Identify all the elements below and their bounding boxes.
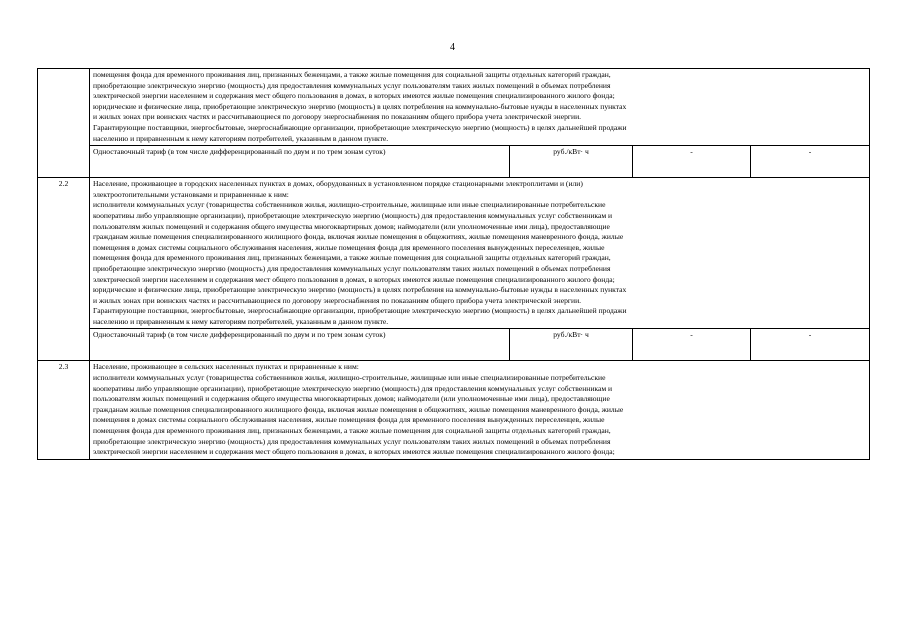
description-line: электрической энергии населением и содержания мест общего пользования в домах, в которых имеются жилые помещения специализированного жилого фонда;: [93, 91, 615, 101]
description-line: приобретающие электрическую энергию (мощность) для предоставления коммунальных услуг пользователям таких жилых помещений в объемах потребления: [93, 80, 611, 90]
description-line: помещения фонда для временного проживания лиц, признанных беженцами, а также жилые помещения для социальной защиты отдельных категорий граждан,: [93, 70, 611, 79]
tariff-unit: руб./кВт· ч: [510, 146, 633, 178]
tariff-value-2: -: [751, 146, 870, 178]
description-line: населению и приравненным к нему категориям потребителей, указанным в данном пункте.: [93, 316, 389, 326]
description-cell: [90, 69, 870, 146]
tariff-label: Одноставочный тариф (в том числе дифференцированный по двум и по трем зонам суток): [90, 146, 510, 178]
row-number: 2.3: [38, 361, 90, 459]
description-line: юридические и физические лица, приобретающие электрическую энергию (мощность) в целях потребления на коммунально-бытовые нужды в населенных пунктах: [93, 285, 627, 295]
description-line: электрической энергии населением и содержания мест общего пользования в домах, в которых имеются жилые помещения специализированного жилого фонда;: [93, 447, 615, 457]
table-row: [38, 178, 870, 329]
description-line: кооперативы либо управляющие организации), приобретающие электрическую энергию (мощность) для предоставления коммунальных услуг собственникам и: [93, 383, 613, 393]
description-line: Гарантирующие поставщики, энергосбытовые, энергоснабжающие организации, приобретающие электрическую энергию (мощность) в целях дальнейшей продажи: [93, 122, 627, 132]
description-cell: [90, 361, 870, 459]
row-number: [38, 69, 90, 178]
description-line: и жилых зонах при воинских частях и рассчитывающиеся по договору энергоснабжения по показаниям общего прибора учета электрической энергии.: [93, 295, 582, 305]
description-line: пользователям жилых помещений и содержания общего имущества многоквартирных домов; наймодатели (или уполномоченные ими лица), предоставляющие: [93, 221, 610, 231]
table-row: [38, 361, 870, 459]
description-line: приобретающие электрическую энергию (мощность) для предоставления коммунальных услуг пользователям таких жилых помещений в объемах потребления: [93, 436, 611, 446]
description-line: исполнители коммунальных услуг (товарищества собственников жилья, жилищно-строительные, жилищные или иные специализированные потребительские: [93, 200, 606, 210]
description-line: помещения фонда для временного проживания лиц, признанных беженцами, а также жилые помещения для социальной защиты отдельных категорий граждан,: [93, 253, 611, 263]
description-line: гражданам жилые помещения специализированного жилищного фонда, включая жилые помещения в общежитиях, жилые помещения маневренного фонда, жилые: [93, 232, 624, 242]
description-line: пользователям жилых помещений и содержания общего имущества многоквартирных домов; наймодатели (или уполномоченные ими лица), предоставляющие: [93, 394, 610, 404]
tariff-value-1: -: [633, 329, 751, 361]
description-line: кооперативы либо управляющие организации), приобретающие электрическую энергию (мощность) для предоставления коммунальных услуг собственникам и: [93, 210, 613, 220]
tariff-value-1: -: [633, 146, 751, 178]
description-line: помещения в домах системы социального обслуживания населения, жилые помещения фонда для временного поселения вынужденных переселенцев, жилые: [93, 242, 605, 252]
description-line: гражданам жилые помещения специализированного жилищного фонда, включая жилые помещения в общежитиях, жилые помещения маневренного фонда, жилые: [93, 404, 624, 414]
description-line: и жилых зонах при воинских частях и рассчитывающиеся по договору энергоснабжения по показаниям общего прибора учета электрической энергии.: [93, 112, 582, 122]
description-line: электрической энергии населением и содержания мест общего пользования в домах, в которых имеются жилые помещения специализированного жилого фонда;: [93, 274, 615, 284]
description-line: населению и приравненным к нему категориям потребителей, указанным в данном пункте.: [93, 133, 389, 143]
description-cell: [90, 178, 870, 329]
description-line: Население, проживающее в сельских населенных пунктах и приравненные к ним:: [93, 362, 359, 372]
description-line: исполнители коммунальных услуг (товарищества собственников жилья, жилищно-строительные, жилищные или иные специализированные потребительские: [93, 373, 606, 383]
description-line: электроотопительными установками и приравненные к ним:: [93, 189, 289, 199]
tariff-label: Одноставочный тариф (в том числе дифференцированный по двум и по трем зонам суток): [90, 329, 510, 361]
tariff-unit: руб./кВт· ч: [510, 329, 633, 361]
tariff-table: [37, 68, 870, 460]
tariff-value-2: -: [751, 329, 870, 361]
row-number: 2.2: [38, 178, 90, 361]
description-line: Гарантирующие поставщики, энергосбытовые, энергоснабжающие организации, приобретающие электрическую энергию (мощность) в целях дальнейшей продажи: [93, 306, 627, 316]
description-line: помещения фонда для временного проживания лиц, признанных беженцами, а также жилые помещения для социальной защиты отдельных категорий граждан,: [93, 426, 611, 436]
table-row: [38, 69, 870, 146]
description-line: юридические и физические лица, приобретающие электрическую энергию (мощность) в целях потребления на коммунально-бытовые нужды в населенных пунктах: [93, 101, 627, 111]
tariff-row: [38, 329, 870, 361]
page-number: 4: [450, 42, 455, 53]
description-line: приобретающие электрическую энергию (мощность) для предоставления коммунальных услуг пользователям таких жилых помещений в объемах потребления: [93, 263, 611, 273]
tariff-row: [38, 146, 870, 178]
description-line: Население, проживающее в городских населенных пунктах в домах, оборудованных в установленном порядке стационарными электроплитами и (или): [93, 179, 583, 189]
description-line: помещения в домах системы социального обслуживания населения, жилые помещения фонда для временного поселения вынужденных переселенцев, жилые: [93, 415, 605, 425]
